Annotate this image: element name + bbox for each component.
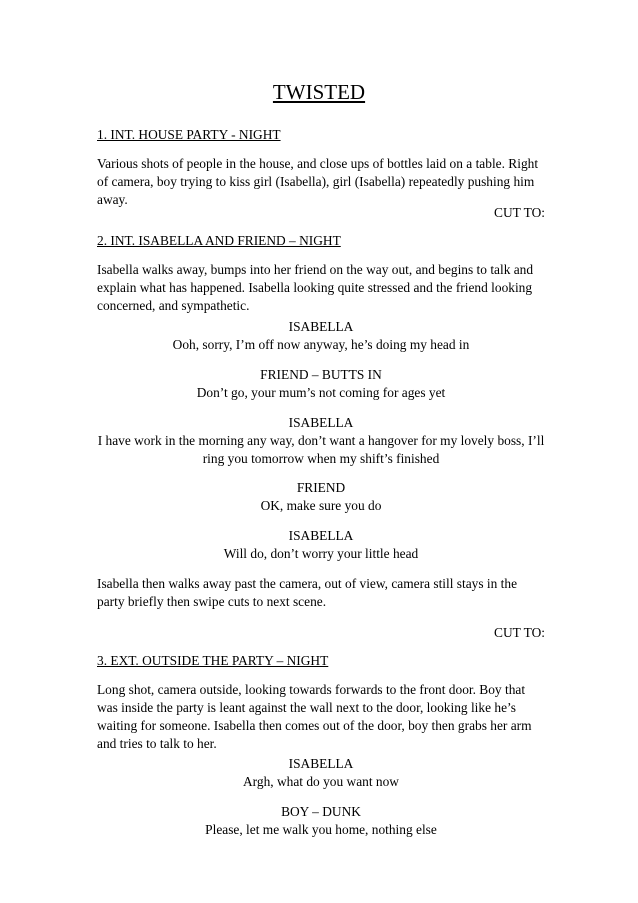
character-name: FRIEND – BUTTS IN (260, 367, 382, 382)
dialogue-line: Will do, don’t worry your little head (223, 546, 419, 561)
scene-heading-1: 1. INT. HOUSE PARTY - NIGHT (97, 127, 281, 142)
dialogue-line: OK, make sure you do (260, 498, 382, 513)
character-name: ISABELLA (288, 319, 354, 334)
script-title: TWISTED (272, 80, 366, 104)
dialogue-line: Don’t go, your mum’s not coming for ages yet (196, 385, 446, 400)
character-name: ISABELLA (288, 756, 354, 771)
scene-action-3: Long shot, camera outside, looking towards forwards to the front door. Boy that was inside the party is leant against the wall next to the door, looking like he’s waiting for someone. Isabella then comes out of the door, boy then grabs her arm and tries to talk to her. (97, 682, 532, 751)
scene-action-2b: Isabella then walks away past the camera, out of view, camera still stays in the party briefly then swipe cuts to next scene. (97, 576, 518, 609)
transition-1: CUT TO: (494, 205, 545, 220)
character-name: FRIEND (296, 480, 346, 495)
dialogue-line: ring you tomorrow when my shift’s finished (202, 451, 440, 466)
character-name: ISABELLA (288, 528, 354, 543)
scene-action-2: Isabella walks away, bumps into her friend on the way out, and begins to talk and explain what has happened. Isabella looking quite stressed and the friend looking concerned, and sympathetic. (97, 262, 534, 313)
dialogue-line: I have work in the morning any way, don’t want a hangover for my lovely boss, I’ll (97, 433, 545, 448)
dialogue-line: Ooh, sorry, I’m off now anyway, he’s doing my head in (172, 337, 470, 352)
scene-action-1: Various shots of people in the house, and close ups of bottles laid on a table. Right of camera, boy trying to kiss girl (Isabella), girl (Isabella) repeatedly pushing him away. (97, 156, 539, 207)
character-name: BOY – DUNK (281, 804, 361, 819)
scene-heading-3: 3. EXT. OUTSIDE THE PARTY – NIGHT (97, 653, 329, 668)
character-name: ISABELLA (288, 415, 354, 430)
dialogue-line: Argh, what do you want now (243, 774, 399, 789)
scene-heading-2: 2. INT. ISABELLA AND FRIEND – NIGHT (97, 233, 341, 248)
transition-2: CUT TO: (494, 625, 545, 640)
dialogue-line: Please, let me walk you home, nothing else (205, 822, 437, 837)
